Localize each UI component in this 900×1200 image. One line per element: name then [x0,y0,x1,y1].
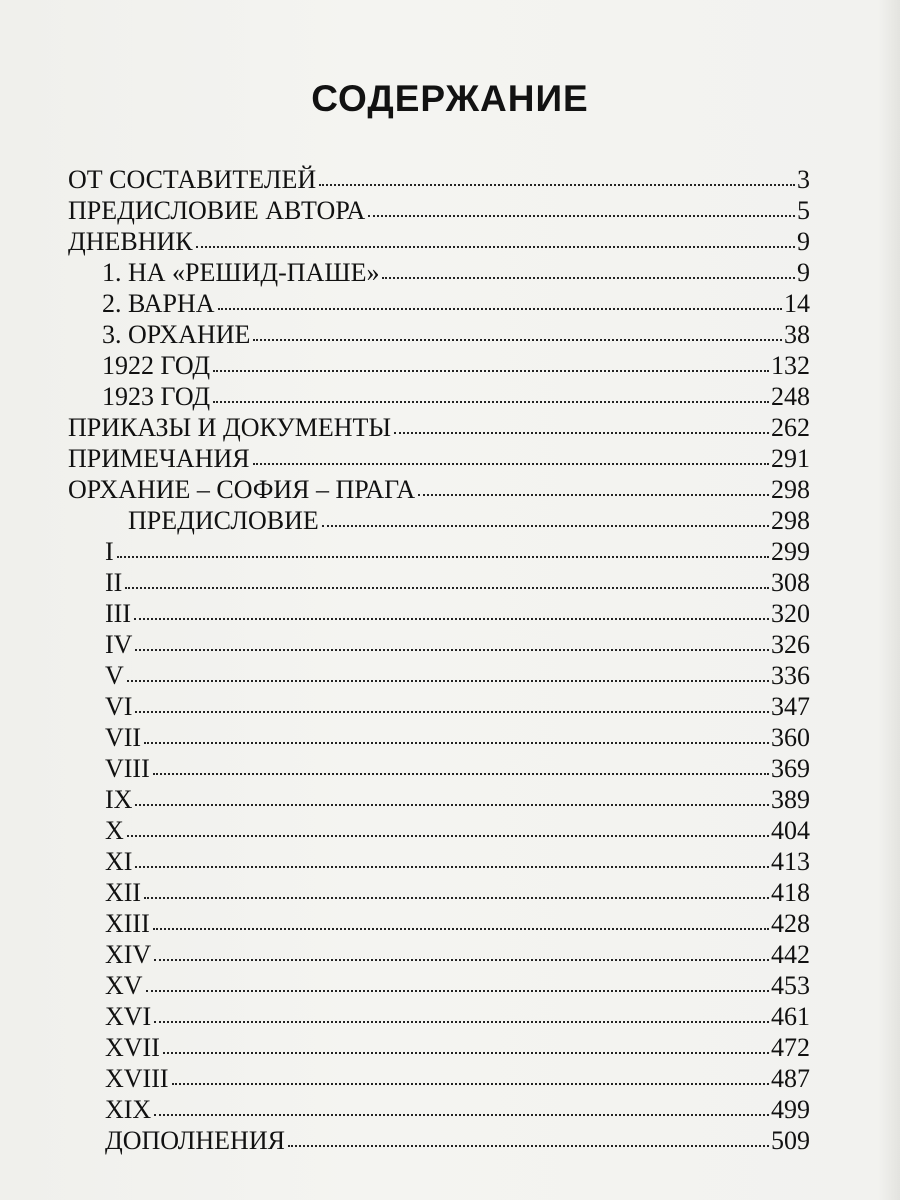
toc-entry [105,845,810,879]
toc-entry [105,907,810,941]
toc-entry-page: 9 [797,258,810,287]
dot-leader [213,401,769,403]
dot-leader [144,897,769,899]
toc-entry [105,783,810,817]
toc-entry-page: 413 [771,847,810,876]
toc-entry [105,1062,810,1096]
toc-entry-page: 499 [771,1095,810,1124]
dot-leader [288,1145,769,1147]
toc-entry-page: 299 [771,537,810,566]
toc-entry-page: 291 [771,444,810,473]
toc-entry-label: XIV [105,940,152,969]
toc-entry-page: 418 [771,878,810,907]
toc-entry-label: ПРЕДИСЛОВИЕ АВТОРА [68,196,366,225]
toc-entry [102,287,810,321]
toc-entry-label: XII [105,878,142,907]
toc-entry-label: ПРЕДИСЛОВИЕ [128,506,319,535]
toc-entry-page: 5 [797,196,810,225]
toc-entry [68,473,810,507]
dot-leader [117,556,769,558]
dot-leader [253,463,769,465]
dot-leader [213,370,769,372]
toc-entry-page: 3 [797,165,810,194]
toc-entry [105,752,810,786]
dot-leader [135,711,769,713]
toc-entry-label: ДНЕВНИК [68,227,193,256]
dot-leader [144,742,769,744]
dot-leader [394,432,769,434]
dot-leader [253,339,782,341]
toc-entry-label: 2. ВАРНА [102,289,215,318]
toc-entry [105,628,810,662]
dot-leader [153,773,769,775]
toc-entry-label: ОРХАНИЕ – СОФИЯ – ПРАГА [68,475,416,504]
toc-entry-label: II [105,568,123,597]
toc-entry [105,597,810,631]
toc-entry [105,535,810,569]
toc-entry-page: 38 [784,320,810,349]
toc-entry-label: III [105,599,131,628]
dot-leader [135,804,769,806]
toc-entry-page: 320 [771,599,810,628]
dot-leader [218,308,783,310]
dot-leader [125,587,769,589]
toc-entry-page: 428 [771,909,810,938]
toc-entry-label: XIII [105,909,150,938]
toc-entry-page: 14 [784,289,810,318]
dot-leader [135,649,769,651]
toc-entry-label: IV [105,630,133,659]
toc-entry [102,349,810,383]
toc-entry [105,969,810,1003]
toc-entry [102,256,810,290]
toc-entry-label: VII [105,723,142,752]
toc-entry-page: 472 [771,1033,810,1062]
dot-leader [154,959,769,961]
toc-entry [105,566,810,600]
dot-leader [135,866,769,868]
toc-entry-label: XV [105,971,143,1000]
dot-leader [134,618,769,620]
toc-entry [68,225,810,259]
toc-entry-label: XVI [105,1002,152,1031]
toc-entry-page: 298 [771,506,810,535]
toc-entry-page: 326 [771,630,810,659]
dot-leader [146,990,769,992]
toc-entry-page: 9 [797,227,810,256]
toc-entry [105,721,810,755]
dot-leader [154,1114,769,1116]
toc-entry-page: 389 [771,785,810,814]
toc-entry-label: 1923 ГОД [102,382,211,411]
toc-entry-label: X [105,816,124,845]
toc-entry [68,442,810,476]
toc-entry-page: 369 [771,754,810,783]
toc-entry-label: VI [105,692,133,721]
dot-leader [368,215,795,217]
page-title: СОДЕРЖАНИЕ [311,78,589,119]
toc-entry-label: ДОПОЛНЕНИЯ [105,1126,285,1155]
toc-entry [105,876,810,910]
toc-entry-page: 336 [771,661,810,690]
toc-entry [68,194,810,228]
toc-entry [102,380,810,414]
dot-leader [154,1021,769,1023]
toc-entry-page: 347 [771,692,810,721]
toc-entry [68,163,810,197]
toc-entry-label: 1. НА «РЕШИД-ПАШЕ» [102,258,380,287]
dot-leader [418,494,769,496]
toc-entry-label: IX [105,785,133,814]
toc-entry [105,1093,810,1127]
toc-entry-label: 3. ОРХАНИЕ [102,320,251,349]
toc-entry-label: XI [105,847,133,876]
toc-entry-page: 509 [771,1126,810,1155]
toc-entry-page: 262 [771,413,810,442]
toc-entry-page: 360 [771,723,810,752]
toc-entry-page: 308 [771,568,810,597]
toc-entry [105,1031,810,1065]
toc-entry-label: ПРИМЕЧАНИЯ [68,444,250,473]
toc-entry-page: 461 [771,1002,810,1031]
dot-leader [163,1052,769,1054]
toc-entry-page: 132 [771,351,810,380]
toc-entry-label: ПРИКАЗЫ И ДОКУМЕНТЫ [68,413,392,442]
toc-entry-page: 453 [771,971,810,1000]
dot-leader [172,1083,769,1085]
dot-leader [382,277,795,279]
toc-entry-label: I [105,537,114,566]
toc-entry-page: 248 [771,382,810,411]
dot-leader [319,184,795,186]
dot-leader [196,246,795,248]
toc-entry-label: ОТ СОСТАВИТЕЛЕЙ [68,165,317,194]
toc-entry-page: 442 [771,940,810,969]
dot-leader [127,680,769,682]
toc-entry [105,1124,810,1158]
toc-entry-page: 487 [771,1064,810,1093]
toc-entry-label: XVII [105,1033,160,1062]
toc-entry-label: XVIII [105,1064,169,1093]
toc-entry [128,504,810,538]
toc-entry-label: XIX [105,1095,152,1124]
dot-leader [127,835,769,837]
dot-leader [153,928,769,930]
toc-entry [102,318,810,352]
toc-entry [105,814,810,848]
toc-entry [105,659,810,693]
dot-leader [322,525,769,527]
toc-entry-label: 1922 ГОД [102,351,211,380]
toc-entry [105,938,810,972]
toc-entry-label: VIII [105,754,150,783]
toc-entry-page: 298 [771,475,810,504]
toc-entry [105,1000,810,1034]
toc-entry [105,690,810,724]
toc-entry-label: V [105,661,124,690]
toc-entry-page: 404 [771,816,810,845]
toc-entry [68,411,810,445]
